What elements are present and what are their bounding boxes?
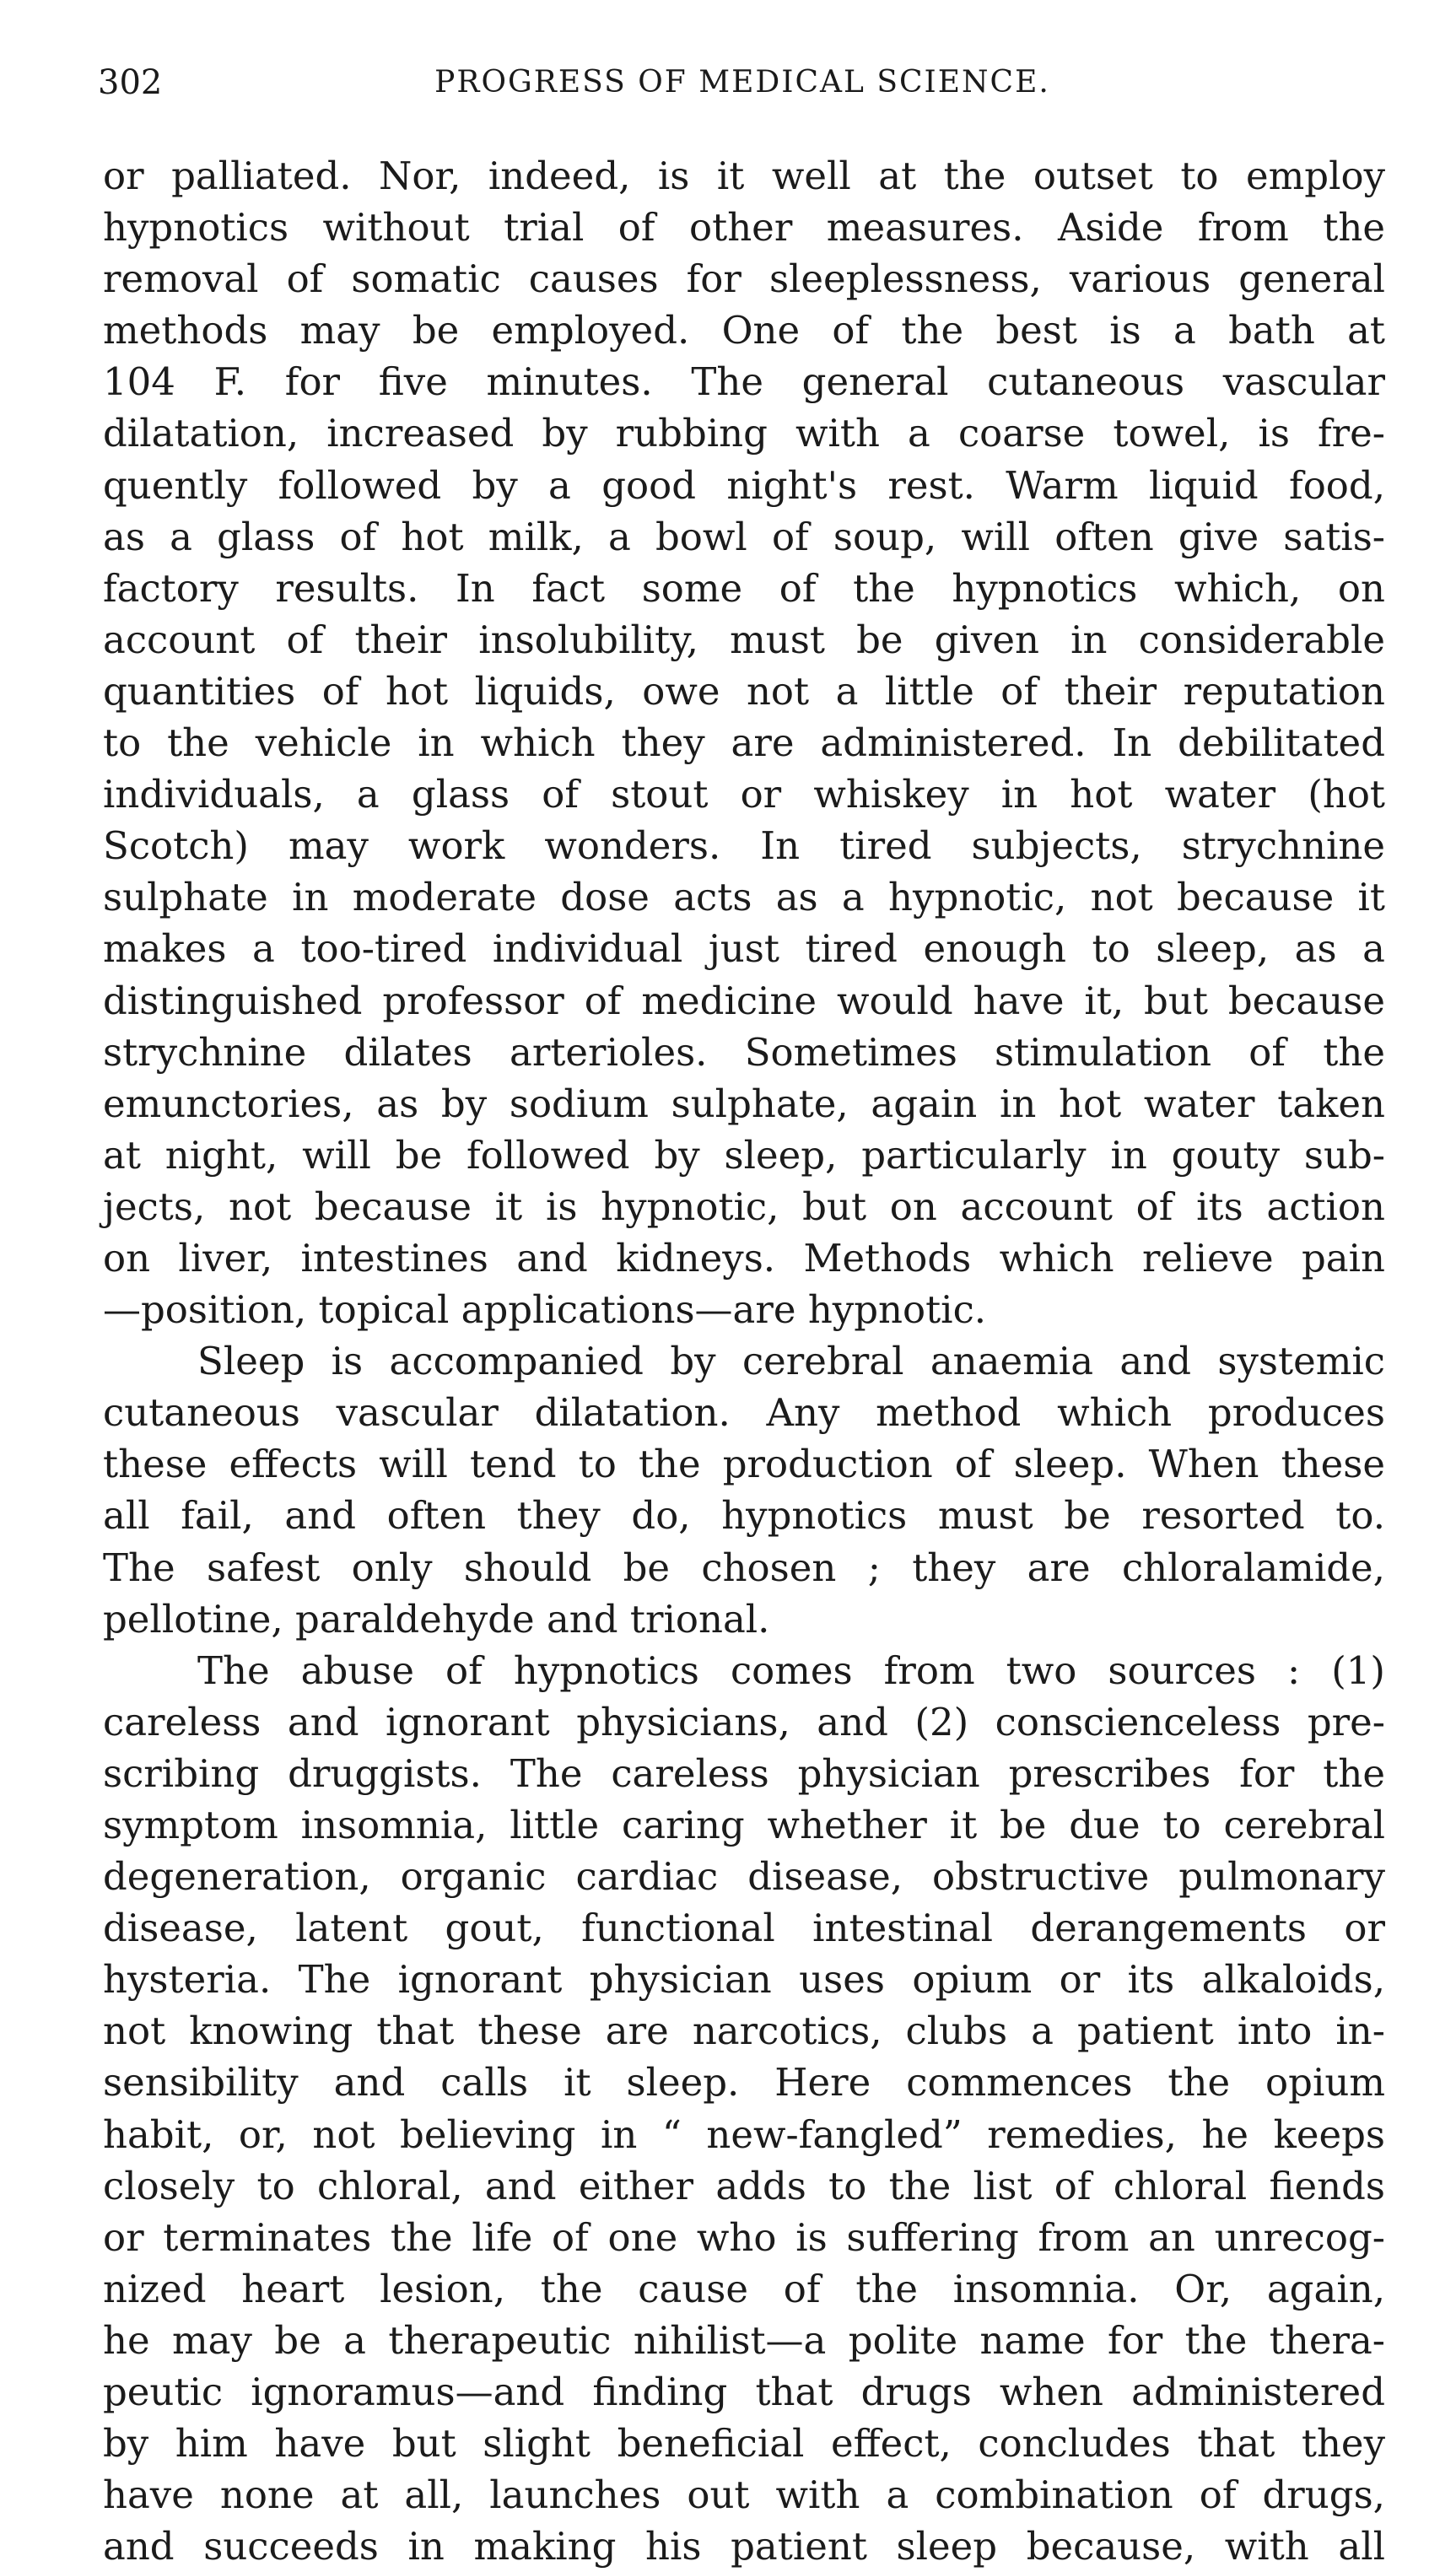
text-line: these effects will tend to the production of sleep. When these (103, 1442, 1385, 1487)
text-line: to the vehicle in which they are administered. In debilitated (103, 720, 1385, 766)
text-line: have none at all, launches out with a combination of drugs, (103, 2472, 1385, 2518)
text-line: or palliated. Nor, indeed, is it well at the outset to employ (103, 154, 1385, 198)
paragraph-first-line: The abuse of hypnotics comes from two sources : (1) (197, 1647, 1385, 1693)
text-line: distinguished professor of medicine would have it, but because (103, 978, 1385, 1023)
text-line: he may be a therapeutic nihilist—a polite name for the thera- (103, 2317, 1385, 2363)
text-line: cutaneous vascular dilatation. Any method which produces (103, 1390, 1385, 1436)
text-line: Scotch) may work wonders. In tired subjects, strychnine (103, 823, 1385, 869)
text-line: —position, topical applications—are hypnotic. (103, 1287, 987, 1333)
text-line: methods may be employed. One of the best is a bath at (103, 308, 1385, 353)
text-line: all fail, and often they do, hypnotics must be resorted to. (103, 1493, 1385, 1539)
text-line: emunctories, as by sodium sulphate, again in hot water taken (103, 1081, 1385, 1126)
text-line: at night, will be followed by sleep, particularly in gouty sub- (103, 1132, 1385, 1178)
paragraph-first-line: Sleep is accompanied by cerebral anaemia and systemic (197, 1339, 1385, 1384)
text-line: careless and ignorant physicians, and (2) conscienceless pre- (103, 1699, 1385, 1744)
page-header (93, 57, 1392, 108)
text-line: hysteria. The ignorant physician uses opium or its alkaloids, (103, 1957, 1385, 2003)
running-head: PROGRESS OF MEDICAL SCIENCE. (434, 65, 1050, 100)
text-line: sensibility and calls it sleep. Here commences the opium (103, 2060, 1385, 2106)
text-line: habit, or, not believing in “ new-fangled” remedies, he keeps (103, 2111, 1385, 2157)
text-line: removal of somatic causes for sleeplessness, various general (103, 256, 1385, 302)
text-line: factory results. In fact some of the hypnotics which, on (103, 565, 1385, 611)
text-line: closely to chloral, and either adds to the list of chloral fiends (103, 2163, 1385, 2208)
text-line: scribing druggists. The careless physician prescribes for the (103, 1750, 1385, 1796)
text-line: 104 F. for five minutes. The general cutaneous vascular (103, 359, 1385, 405)
text-line: quantities of hot liquids, owe not a little of their reputation (103, 668, 1385, 714)
body-text (103, 150, 1385, 2572)
text-line: individuals, a glass of stout or whiskey in hot water (hot (103, 772, 1385, 817)
text-line: account of their insolubility, must be given in considerable (103, 617, 1385, 662)
text-line: strychnine dilates arterioles. Sometimes stimulation of the (103, 1029, 1385, 1075)
text-line: peutic ignoramus—and finding that drugs when administered (103, 2370, 1385, 2415)
text-line: quently followed by a good night's rest. Warm liquid food, (103, 462, 1385, 508)
page-number: 302 (98, 63, 163, 102)
text-line: not knowing that these are narcotics, clubs a patient into in- (103, 2009, 1385, 2054)
text-line: makes a too-tired individual just tired enough to sleep, as a (103, 926, 1385, 972)
text-line: The safest only should be chosen ; they are chloralamide, (103, 1545, 1385, 1590)
text-line: on liver, intestines and kidneys. Methods which relieve pain (103, 1235, 1385, 1281)
text-line: degeneration, organic cardiac disease, obstructive pulmonary (103, 1854, 1385, 1900)
text-line: pellotine, paraldehyde and trional. (103, 1596, 770, 1642)
text-line: nized heart lesion, the cause of the insomnia. Or, again, (103, 2266, 1385, 2311)
text-line: or terminates the life of one who is suffering from an unrecog- (103, 2214, 1385, 2260)
text-line: sulphate in moderate dose acts as a hypnotic, not because it (103, 875, 1385, 920)
text-line: by him have but slight beneficial effect, concludes that they (103, 2421, 1385, 2467)
text-line: and succeeds in making his patient sleep because, with all (103, 2524, 1385, 2569)
text-line: symptom insomnia, little caring whether it be due to cerebral (103, 1803, 1385, 1847)
text-line: disease, latent gout, functional intestinal derangements or (103, 1906, 1385, 1951)
text-line: jects, not because it is hypnotic, but on account of its action (103, 1184, 1385, 1229)
text-line: as a glass of hot milk, a bowl of soup, will often give satis- (103, 514, 1385, 559)
text-line: dilatation, increased by rubbing with a coarse towel, is fre- (103, 411, 1385, 456)
text-line: hypnotics without trial of other measures. Aside from the (103, 205, 1385, 251)
